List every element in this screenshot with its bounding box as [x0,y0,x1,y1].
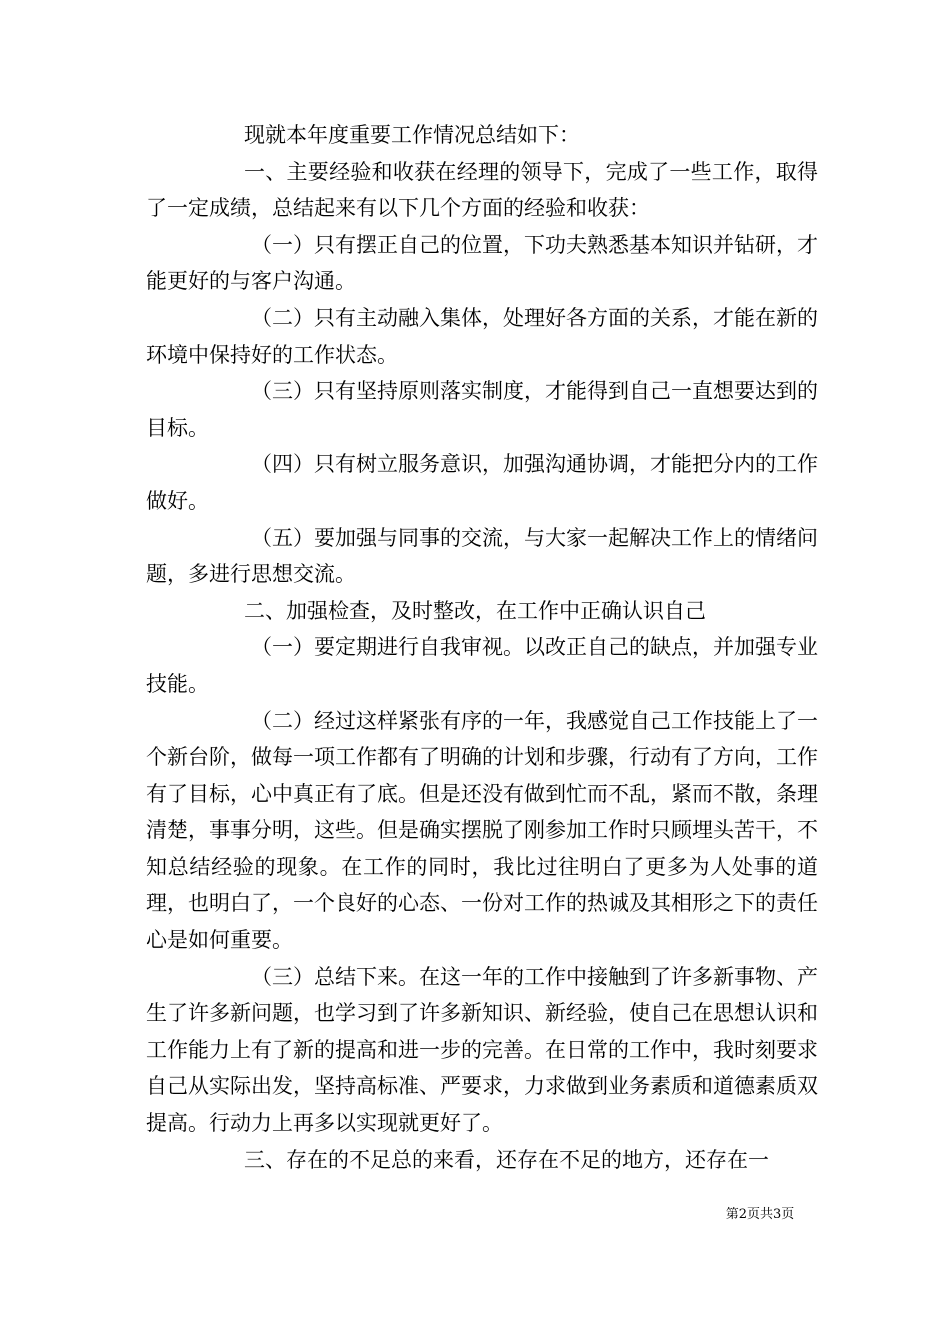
paragraph-section-1-heading: 一、主要经验和收获在经理的领导下，完成了一些工作，取得了一定成绩，总结起来有以下几个方面的经验和收获： [146,159,818,221]
paragraph-item-1-1: （一）只有摆正自己的位置，下功夫熟悉基本知识并钻研，才能更好的与客户沟通。 [146,232,818,294]
paragraph-item-1-5: （五）要加强与同事的交流，与大家一起解决工作上的情绪问题，多进行思想交流。 [146,525,818,587]
document-body [146,117,818,1178]
paragraph-item-2-2: （二）经过这样紧张有序的一年，我感觉自己工作技能上了一个新台阶，做每一项工作都有了明确的计划和步骤，行动有了方向，工作有了目标，心中真正有了底。但是还没有做到忙而不乱，紧而不散，条理清楚，事事分明，这些。但是确实摆脱了刚参加工作时只顾埋头苦干，不知总结经验的现象。在工作的同时，我比过往明白了更多为人处事的道理，也明白了，一个良好的心态、一份对工作的热诚及其相形之下的责任心是如何重要。 [146,708,818,953]
paragraph-item-2-1: （一）要定期进行自我审视。以改正自己的缺点，并加强专业技能。 [146,635,818,696]
page-number-footer: 第2页共3页 [725,1207,795,1222]
paragraph-intro: 现就本年度重要工作情况总结如下： [244,123,580,147]
paragraph-item-1-4: （四）只有树立服务意识，加强沟通协调，才能把分内的工作做好。 [146,452,818,513]
paragraph-section-2-heading: 二、加强检查，及时整改，在工作中正确认识自己 [244,598,706,623]
paragraph-section-3-heading: 三、存在的不足总的来看，还存在不足的地方，还存在一 [244,1147,769,1172]
paragraph-item-1-2: （二）只有主动融入集体，处理好各方面的关系，才能在新的环境中保持好的工作状态。 [146,305,818,367]
paragraph-item-1-3: （三）只有坚持原则落实制度，才能得到自己一直想要达到的目标。 [146,379,818,440]
paragraph-item-2-3: （三）总结下来。在这一年的工作中接触到了许多新事物、产生了许多新问题，也学习到了许多新知识、新经验，使自己在思想认识和工作能力上有了新的提高和进一步的完善。在日常的工作中，我时刻要求自己从实际出发，坚持高标准、严要求，力求做到业务素质和道德素质双提高。行动力上再多以实现就更好了。 [146,964,818,1136]
